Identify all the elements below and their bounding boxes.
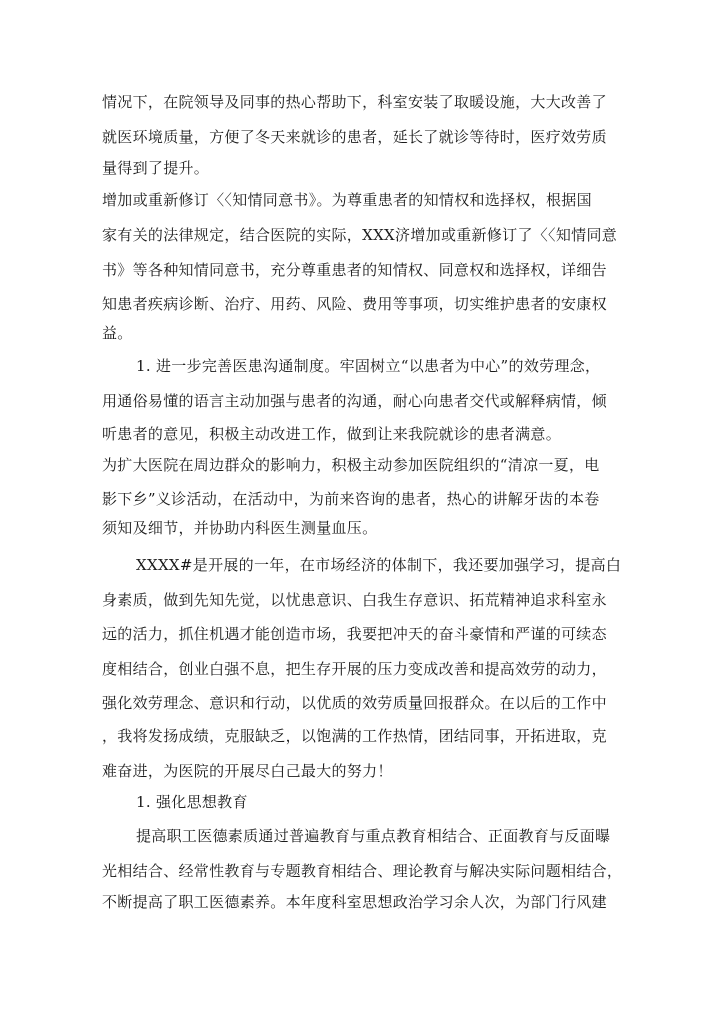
- text-line: 须知及细节，并协助内科医生测量血压。: [102, 519, 378, 537]
- section-heading: 1. 强化思想教育: [136, 793, 248, 811]
- text-line: XXXX#是开展的一年，在市场经济的体制下，我还要加强学习，提高白: [136, 556, 622, 574]
- text-line: 提高职工医德素质通过普遍教育与重点教育相结合、正面教育与反面曝: [136, 827, 611, 845]
- text-line: 光相结合、经常性教育与专题教育相结合、理论教育与解决实际问题相结合，: [102, 862, 623, 880]
- text-line: 情况下，在院领导及同事的热心帮助下，科室安装了取暖设施，大大改善了: [102, 93, 607, 111]
- text-line: 就医环境质量，方便了冬天来就诊的患者，延长了就诊等待时，医疗效劳质: [102, 128, 607, 146]
- text-line: 难奋进，为医院的开展尽白己最大的努力！: [102, 762, 393, 780]
- text-line: 身素质，做到先知先觉，以忧患意识、白我生存意识、拓荒精神追求科室永: [102, 591, 607, 609]
- text-line: 益。: [102, 324, 133, 342]
- text-line: 强化效劳理念、意识和行动，以优质的效劳质量回报群众。在以后的工作中: [102, 694, 607, 712]
- text-line: 度相结合，创业白强不息，把生存开展的压力变成改善和提高效劳的动力，: [102, 660, 607, 678]
- text-line: 影下乡”义诊活动，在活动中，为前来咨询的患者，热心的讲解牙齿的本卷: [102, 490, 600, 508]
- text-line: 为扩大医院在周边群众的影响力，积极主动参加医院组织的“清凉一夏，电: [102, 456, 600, 474]
- text-line: 不断提高了职工医德素养。本年度科室思想政治学习余人次，为部门行风建: [102, 893, 607, 911]
- text-line: 远的活力，抓住机遇才能创造市场，我要把冲天的奋斗豪情和严谨的可续态: [102, 625, 607, 643]
- text-line: 书》等各种知情同意书，充分尊重患者的知情权、同意权和选择权，详细告: [102, 261, 607, 279]
- text-line: 知患者疾病诊断、治疗、用药、风险、费用等事项，切实维护患者的安康权: [102, 295, 607, 313]
- text-line: 增加或重新修订〈〈知情同意书》。为尊重患者的知情权和选择权，根据国: [102, 191, 592, 209]
- text-line: 听患者的意见，积极主动改进工作，做到让来我院就诊的患者满意。: [102, 425, 562, 443]
- text-line: 量得到了提升。: [102, 159, 210, 177]
- text-line: 1. 进一步完善医患沟通制度。牢固树立“以患者为中心”的效劳理念，: [136, 357, 601, 375]
- text-line: 家有关的法律规定，结合医院的实际，XXX济增加或重新修订了〈〈知情同意: [102, 226, 618, 244]
- text-line: ，我将发扬成绩，克服缺乏，以饱满的工作热情，团结同事，开拓进取，克: [102, 727, 607, 745]
- text-line: 用通俗易懂的语言主动加强与患者的沟通，耐心向患者交代或解释病情，倾: [102, 392, 607, 410]
